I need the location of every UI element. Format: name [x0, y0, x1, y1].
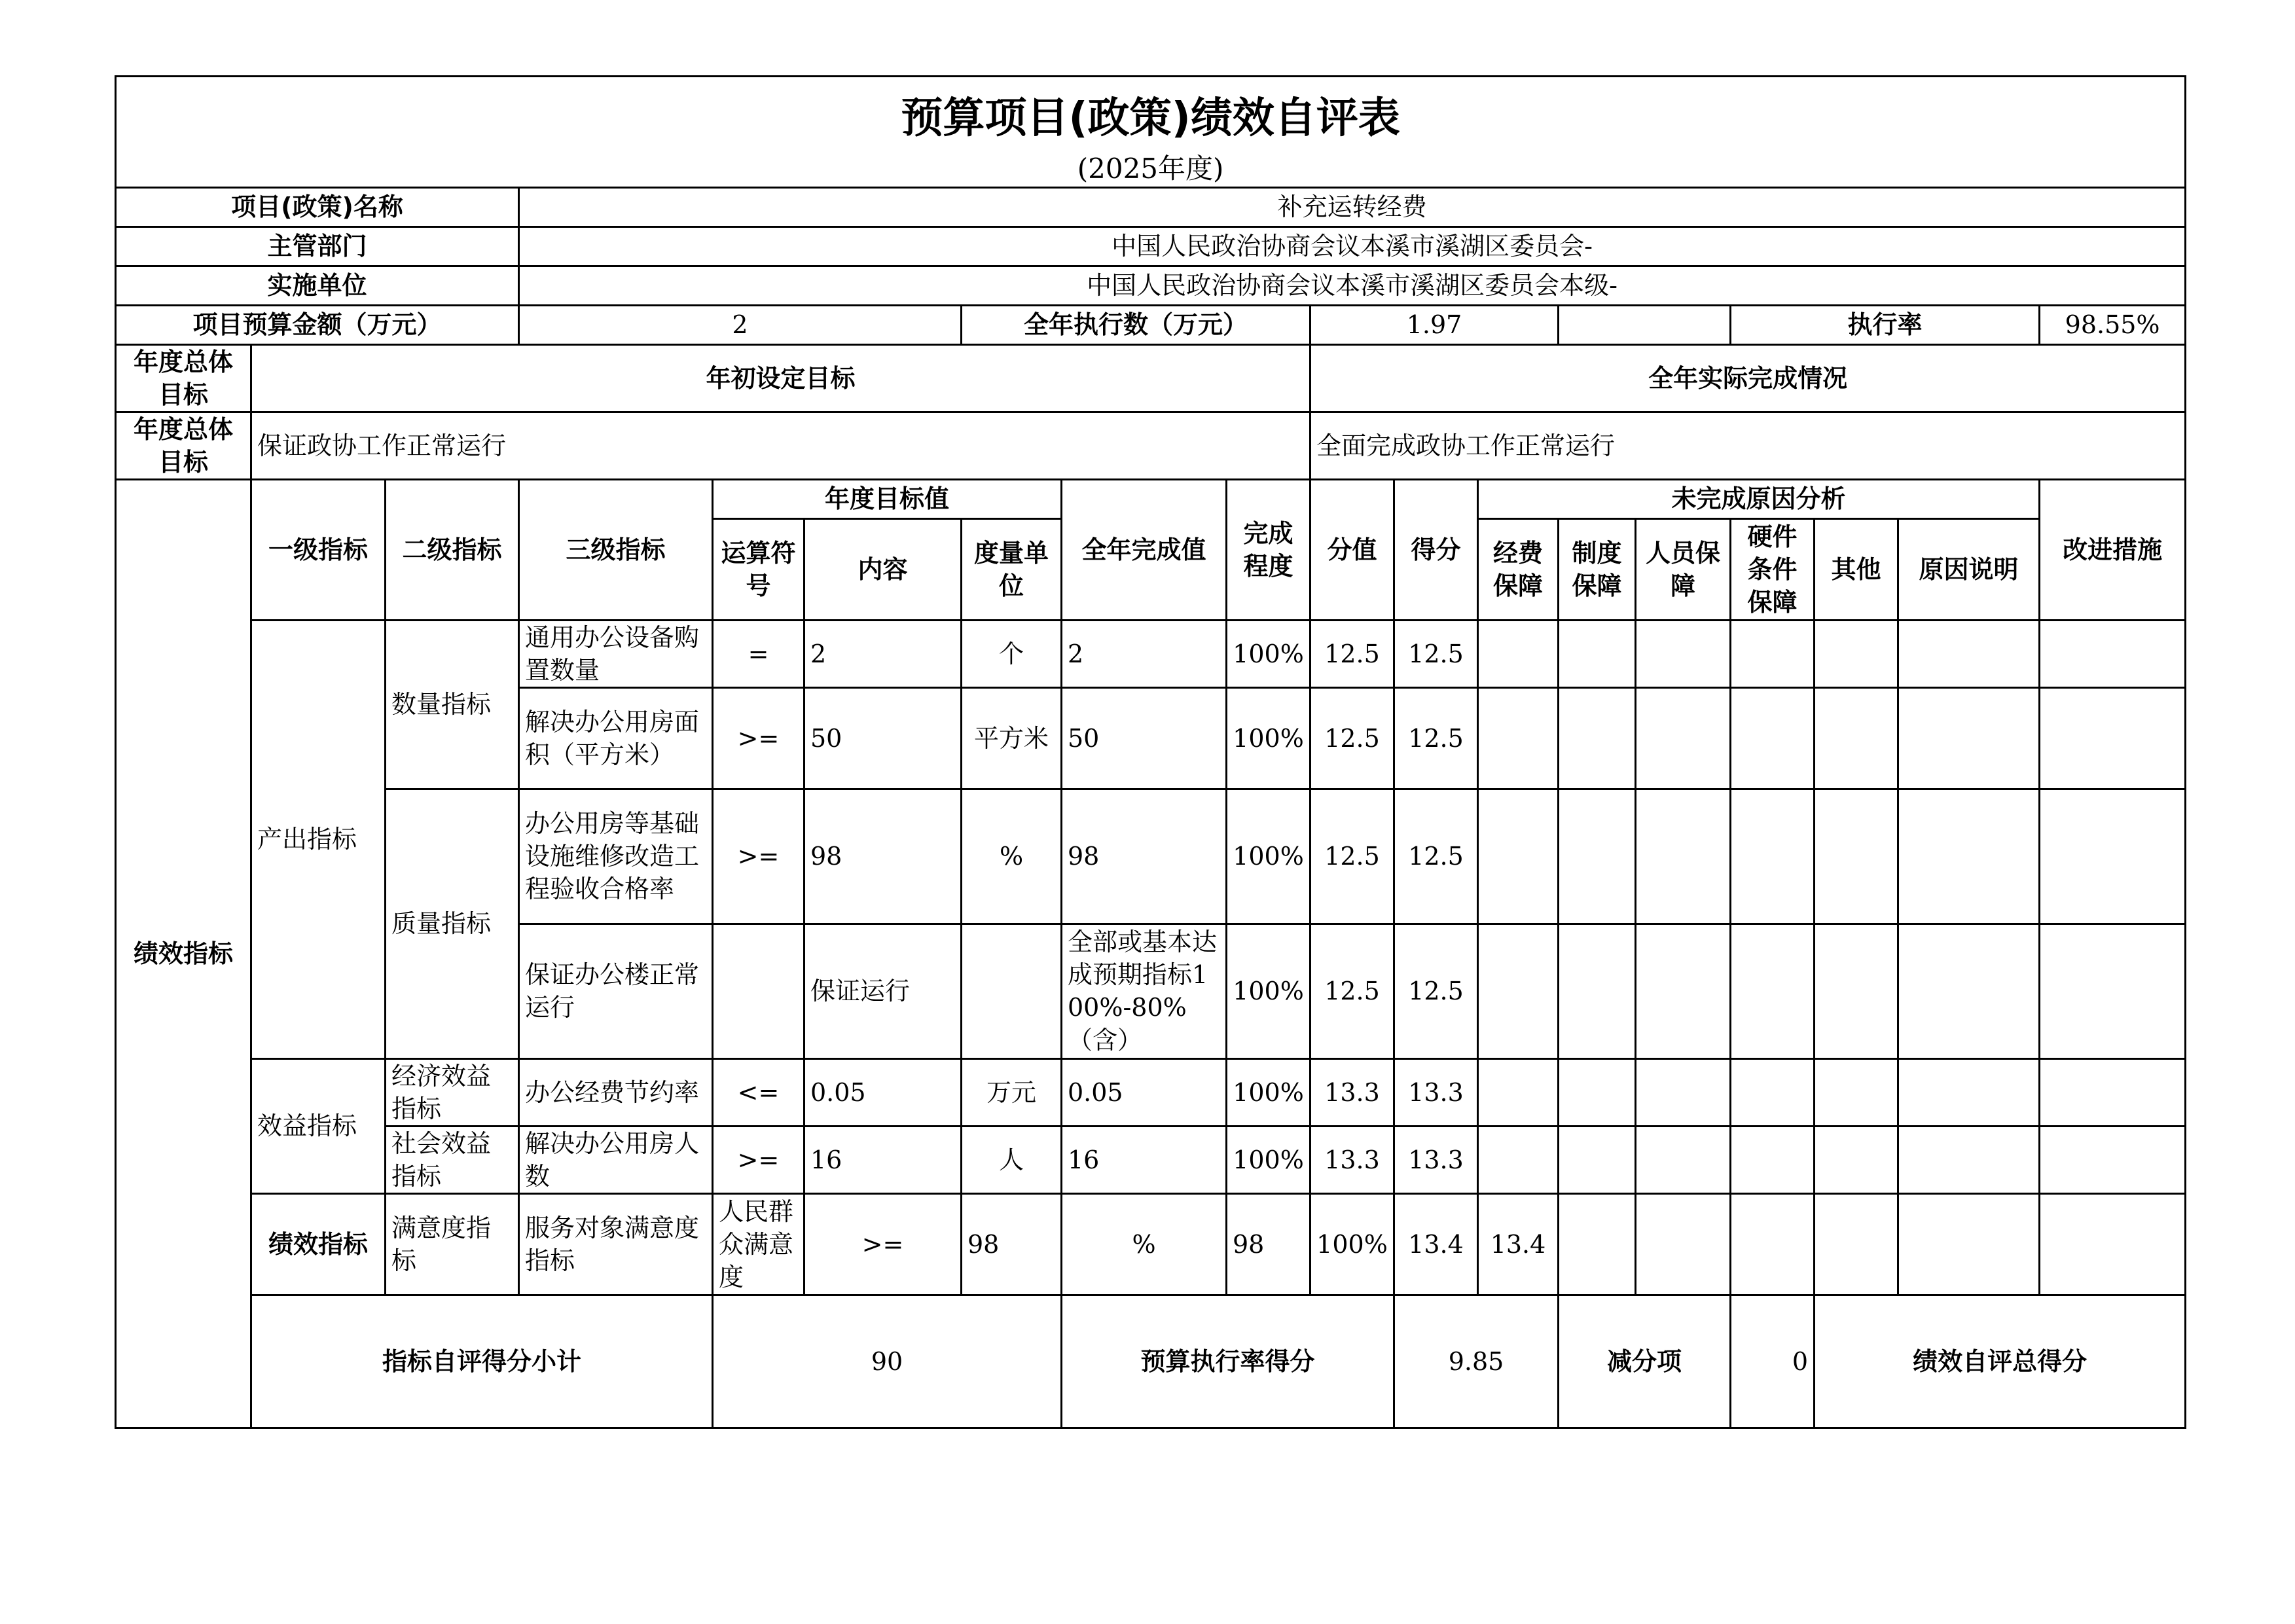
indicator-content: 98 — [804, 789, 962, 924]
group-social: 社会效益指标 — [386, 1126, 519, 1193]
indicator-score: 13.3 — [1394, 1058, 1478, 1126]
indicator-name: 人民群众满意度 — [713, 1193, 804, 1295]
project-name-label: 项目(政策)名称 — [116, 187, 519, 226]
group-quantity: 数量指标 — [386, 620, 519, 789]
target-group-header: 年度目标值 — [713, 479, 1062, 518]
col-improve: 改进措施 — [2040, 479, 2186, 620]
indicator-unit: 个 — [962, 620, 1062, 687]
indicator-actual: 0.05 — [1062, 1058, 1227, 1126]
table-row — [116, 1126, 2186, 1193]
col-level3: 三级指标 — [519, 479, 713, 620]
table-row — [116, 1193, 2186, 1295]
indicator-actual: 16 — [1062, 1126, 1227, 1193]
col-reason-note: 原因说明 — [1898, 518, 2040, 620]
group-satisfaction: 满意度指标 — [386, 1193, 519, 1295]
annual-goal-label: 年度总体目标 — [116, 344, 251, 412]
indicator-value: 12.5 — [1310, 924, 1394, 1058]
executed-value: 1.97 — [1310, 305, 1559, 344]
actual-completion-text: 全面完成政协工作正常运行 — [1310, 412, 2186, 479]
col-content: 内容 — [804, 518, 962, 620]
group-benefit: 效益指标 — [251, 1058, 386, 1193]
indicator-name: 通用办公设备购置数量 — [519, 620, 713, 687]
col-actual: 全年完成值 — [1062, 479, 1227, 620]
col-operator: 运算符号 — [713, 518, 804, 620]
reason-group-header: 未完成原因分析 — [1478, 479, 2040, 518]
indicator-unit — [962, 924, 1062, 1058]
indicator-operator: >= — [713, 1126, 804, 1193]
initial-goal-text: 保证政协工作正常运行 — [251, 412, 1310, 479]
actual-completion-header: 全年实际完成情况 — [1310, 344, 2186, 412]
indicator-content: 2 — [804, 620, 962, 687]
unit-value: 中国人民政治协商会议本溪市溪湖区委员会本级- — [519, 266, 2186, 305]
indicator-operator: >= — [713, 789, 804, 924]
department-label: 主管部门 — [116, 226, 519, 266]
rate-value: 98.55% — [2040, 305, 2186, 344]
evaluation-sheet — [115, 75, 2184, 1429]
total-score-label: 绩效自评总得分 — [1815, 1295, 2186, 1428]
indicator-name: 办公经费节约率 — [519, 1058, 713, 1126]
indicator-name: 保证办公楼正常运行 — [519, 924, 713, 1058]
indicator-content: 0.05 — [804, 1058, 962, 1126]
indicator-operator: >= — [804, 1193, 962, 1295]
indicator-operator: >= — [713, 687, 804, 789]
group-output: 产出指标 — [251, 620, 386, 1058]
indicator-unit: % — [1062, 1193, 1227, 1295]
perf-indicator-label: 绩效指标 — [116, 479, 251, 1428]
deduct-value: 0 — [1731, 1295, 1815, 1428]
rate-label: 执行率 — [1731, 305, 2040, 344]
indicator-actual: 98 — [1227, 1193, 1310, 1295]
indicator-degree: 100% — [1227, 1058, 1310, 1126]
initial-goal-header: 年初设定目标 — [251, 344, 1310, 412]
deduct-label: 减分项 — [1559, 1295, 1731, 1428]
col-reason-system: 制度保障 — [1559, 518, 1636, 620]
indicator-score: 13.4 — [1478, 1193, 1559, 1295]
col-level1: 一级指标 — [251, 479, 386, 620]
indicator-value: 12.5 — [1310, 789, 1394, 924]
indicator-degree: 100% — [1227, 620, 1310, 687]
indicator-value: 13.3 — [1310, 1058, 1394, 1126]
indicator-score: 12.5 — [1394, 924, 1478, 1058]
exec-score-label: 预算执行率得分 — [1062, 1295, 1394, 1428]
table-row — [116, 620, 2186, 687]
indicator-value: 13.3 — [1310, 1126, 1394, 1193]
col-reason-hardware: 硬件条件保障 — [1731, 518, 1815, 620]
indicator-unit: 平方米 — [962, 687, 1062, 789]
indicator-value: 12.5 — [1310, 687, 1394, 789]
subtotal-label: 指标自评得分小计 — [251, 1295, 713, 1428]
group-quality: 质量指标 — [386, 789, 519, 1058]
col-score: 得分 — [1394, 479, 1478, 620]
budget-label: 项目预算金额（万元） — [116, 305, 519, 344]
col-reason-staff: 人员保障 — [1636, 518, 1731, 620]
indicator-name: 解决办公用房面积（平方米） — [519, 687, 713, 789]
indicator-operator: <= — [713, 1058, 804, 1126]
indicator-name: 解决办公用房人数 — [519, 1126, 713, 1193]
indicator-degree: 100% — [1227, 1126, 1310, 1193]
indicator-score: 12.5 — [1394, 620, 1478, 687]
col-degree: 完成程度 — [1227, 479, 1310, 620]
indicator-unit: 万元 — [962, 1058, 1062, 1126]
indicator-degree: 100% — [1227, 687, 1310, 789]
exec-score-value: 9.85 — [1394, 1295, 1559, 1428]
indicator-actual: 全部或基本达成预期指标100%-80%（含） — [1062, 924, 1227, 1058]
col-level2: 二级指标 — [386, 479, 519, 620]
unit-label: 实施单位 — [116, 266, 519, 305]
budget-value: 2 — [519, 305, 962, 344]
annual-goal-label: 年度总体目标 — [116, 412, 251, 479]
indicator-actual: 98 — [1062, 789, 1227, 924]
indicator-degree: 100% — [1227, 789, 1310, 924]
indicator-value: 13.4 — [1394, 1193, 1478, 1295]
indicator-content: 50 — [804, 687, 962, 789]
indicator-degree: 100% — [1310, 1193, 1394, 1295]
col-reason-other: 其他 — [1815, 518, 1898, 620]
indicator-score: 13.3 — [1394, 1126, 1478, 1193]
indicator-unit: 人 — [962, 1126, 1062, 1193]
indicator-actual: 50 — [1062, 687, 1227, 789]
evaluation-table — [115, 75, 2186, 1429]
indicator-score: 12.5 — [1394, 687, 1478, 789]
page-title: 预算项目(政策)绩效自评表 — [116, 77, 2186, 151]
indicator-content: 保证运行 — [804, 924, 962, 1058]
col-reason-funding: 经费保障 — [1478, 518, 1559, 620]
col-unit: 度量单位 — [962, 518, 1062, 620]
table-row — [116, 789, 2186, 924]
group-service: 服务对象满意度指标 — [519, 1193, 713, 1295]
indicator-value: 12.5 — [1310, 620, 1394, 687]
project-name-value: 补充运转经费 — [519, 187, 2186, 226]
indicator-degree: 100% — [1227, 924, 1310, 1058]
table-row — [116, 1058, 2186, 1126]
group-economic: 经济效益指标 — [386, 1058, 519, 1126]
subtotal-value: 90 — [713, 1295, 1062, 1428]
indicator-content: 16 — [804, 1126, 962, 1193]
indicator-name: 办公用房等基础设施维修改造工程验收合格率 — [519, 789, 713, 924]
perf-indicator-label: 绩效指标 — [251, 1193, 386, 1295]
indicator-operator: = — [713, 620, 804, 687]
indicator-operator — [713, 924, 804, 1058]
indicator-unit: % — [962, 789, 1062, 924]
page-subtitle: (2025年度) — [116, 151, 2186, 188]
indicator-score: 12.5 — [1394, 789, 1478, 924]
col-score-value: 分值 — [1310, 479, 1394, 620]
executed-label: 全年执行数（万元） — [962, 305, 1310, 344]
department-value: 中国人民政治协商会议本溪市溪湖区委员会- — [519, 226, 2186, 266]
indicator-content: 98 — [962, 1193, 1062, 1295]
indicator-actual: 2 — [1062, 620, 1227, 687]
